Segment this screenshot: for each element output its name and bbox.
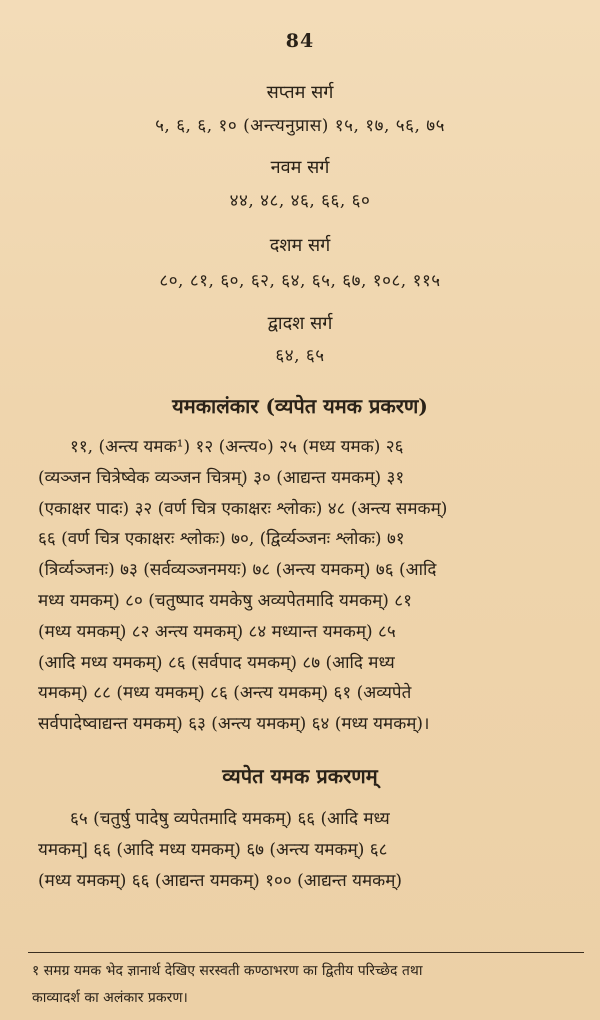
section-heading-dasham: दशम सर्ग — [269, 235, 331, 256]
page-number: 84 — [285, 30, 315, 52]
footnote-divider — [28, 952, 584, 953]
paragraph-line: सर्वपादेष्वाद्यन्त यमकम्) ६३ (अन्त्य यमकम्) ६४ (मध्य यमकम्)। — [38, 714, 430, 735]
section-numbers-saptam: ५, ६, ६, १० (अन्त्यनुप्रास) १५, १७, ५६, ७५ — [155, 116, 445, 136]
section-numbers-dwadash: ६४, ६५ — [275, 346, 325, 366]
paragraph-line: ६५ (चतुर्षु पादेषु व्यपेतमादि यमकम्) ६६ (आदि मध्य — [70, 809, 390, 829]
footnote — [32, 958, 588, 1012]
section-numbers-dasham: ८०, ८१, ६०, ६२, ६४, ६५, ६७, १०८, ११५ — [159, 271, 441, 291]
paragraph-line: मध्य यमकम्) ८० (चतुष्पाद यमकेषु अव्यपेतमादि यमकम्) ८१ — [38, 590, 412, 611]
paragraph-line: (एकाक्षर पादः) ३२ (वर्ण चित्र एकाक्षरः श्लोकः) ४८ (अन्त्य समकम्) — [38, 498, 448, 519]
section-heading-navam: नवम सर्ग — [270, 157, 330, 178]
footnote-line: काव्यादर्श का अलंकार प्रकरण। — [32, 990, 188, 1006]
paragraph-line: (मध्य यमकम्) ६६ (आद्यन्त यमकम्) १०० (आद्यन्त यमकम्) — [38, 870, 403, 891]
paragraph-line: ११, (अन्त्य यमक¹) १२ (अन्त्य०) २५ (मध्य यमक) २६ — [70, 437, 404, 457]
section-numbers-navam: ४४, ४८, ४६, ६६, ६० — [229, 191, 371, 211]
paragraph-line: (व्यञ्जन चित्रेष्वेक व्यञ्जन चित्रम्) ३० (आद्यन्त यमकम्) ३१ — [38, 467, 405, 488]
section-heading-saptam: सप्तम सर्ग — [266, 82, 334, 103]
section-heading-dwadash: द्वादश सर्ग — [267, 313, 333, 334]
footnote-line: १ समग्र यमक भेद ज्ञानार्थ देखिए सरस्वती कण्ठाभरण का द्वितीय परिच्छेद तथा — [32, 963, 423, 979]
paragraph-line: ६६ (वर्ण चित्र एकाक्षरः श्लोकः) ७०, (द्विर्व्यञ्जनः श्लोकः) ७१ — [38, 529, 405, 550]
paragraph-line: (त्रिर्व्यञ्जनः) ७३ (सर्वव्यञ्जनमयः) ७८ (अन्त्य यमकम्) ७६ (आदि — [38, 560, 437, 581]
paragraph-line: यमकम्] ६६ (आदि मध्य यमकम्) ६७ (अन्त्य यमकम्) ६८ — [38, 839, 388, 860]
yamak-paragraph — [38, 432, 586, 740]
paragraph-line: यमकम्) ८८ (मध्य यमकम्) ८६ (अन्त्य यमकम्) ६१ (अव्यपेते — [38, 683, 412, 704]
paragraph-line: (मध्य यमकम्) ८२ अन्त्य यमकम्) ८४ मध्यान्त यमकम्) ८५ — [38, 621, 396, 642]
vyapet-heading: व्यपेत यमक प्रकरणम् — [222, 764, 378, 788]
yamak-heading: यमकालंकार (व्यपेत यमक प्रकरण) — [172, 394, 428, 418]
vyapet-paragraph — [38, 804, 586, 896]
paragraph-line: (आदि मध्य यमकम्) ८६ (सर्वपाद यमकम्) ८७ (आदि मध्य — [38, 652, 395, 673]
